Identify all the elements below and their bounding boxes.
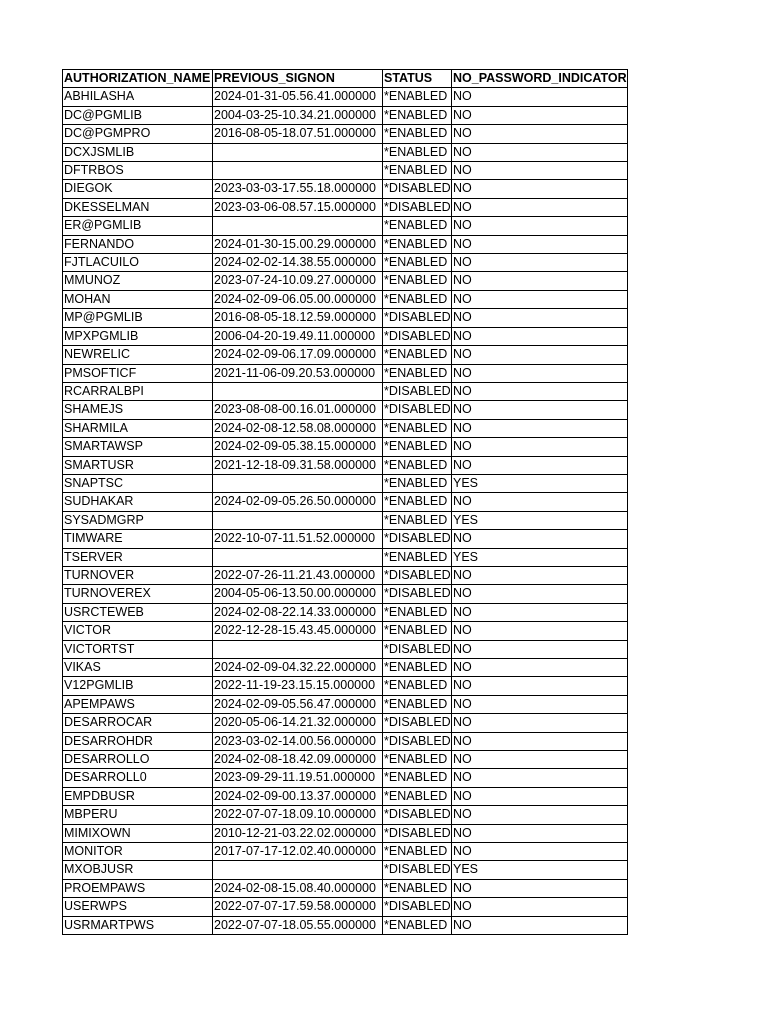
cell-previous-signon: 2022-07-07-17.59.58.000000 — [213, 898, 383, 916]
table-row — [63, 732, 628, 750]
cell-no-password-indicator: NO — [452, 88, 628, 106]
table-header-row — [63, 70, 628, 88]
table-row — [63, 382, 628, 400]
cell-status: *ENABLED — [383, 659, 452, 677]
cell-previous-signon: 2021-12-18-09.31.58.000000 — [213, 456, 383, 474]
table-row — [63, 622, 628, 640]
cell-status: *ENABLED — [383, 548, 452, 566]
cell-no-password-indicator: YES — [452, 474, 628, 492]
table-row — [63, 714, 628, 732]
cell-status: *ENABLED — [383, 843, 452, 861]
cell-previous-signon: 2024-02-08-15.08.40.000000 — [213, 879, 383, 897]
cell-status: *ENABLED — [383, 695, 452, 713]
cell-status: *ENABLED — [383, 438, 452, 456]
cell-authorization-name: MMUNOZ — [63, 272, 213, 290]
cell-previous-signon: 2024-02-08-12.58.08.000000 — [213, 419, 383, 437]
cell-status: *DISABLED — [383, 309, 452, 327]
cell-no-password-indicator: NO — [452, 327, 628, 345]
cell-authorization-name: SUDHAKAR — [63, 493, 213, 511]
cell-previous-signon: 2010-12-21-03.22.02.000000 — [213, 824, 383, 842]
cell-status: *ENABLED — [383, 106, 452, 124]
cell-no-password-indicator: NO — [452, 346, 628, 364]
cell-authorization-name: USRCTEWEB — [63, 603, 213, 621]
cell-no-password-indicator: NO — [452, 751, 628, 769]
cell-status: *ENABLED — [383, 787, 452, 805]
cell-no-password-indicator: NO — [452, 198, 628, 216]
cell-status: *ENABLED — [383, 364, 452, 382]
table-row — [63, 659, 628, 677]
cell-previous-signon — [213, 474, 383, 492]
cell-no-password-indicator: NO — [452, 603, 628, 621]
cell-no-password-indicator: NO — [452, 235, 628, 253]
cell-no-password-indicator: NO — [452, 180, 628, 198]
cell-authorization-name: SNAPTSC — [63, 474, 213, 492]
cell-status: *ENABLED — [383, 769, 452, 787]
table-row — [63, 438, 628, 456]
table-row — [63, 254, 628, 272]
cell-status: *ENABLED — [383, 751, 452, 769]
table-row — [63, 916, 628, 934]
cell-status: *ENABLED — [383, 88, 452, 106]
cell-authorization-name: MIMIXOWN — [63, 824, 213, 842]
table-row — [63, 290, 628, 308]
cell-previous-signon: 2024-02-09-05.38.15.000000 — [213, 438, 383, 456]
cell-no-password-indicator: NO — [452, 585, 628, 603]
cell-status: *ENABLED — [383, 916, 452, 934]
cell-status: *ENABLED — [383, 456, 452, 474]
cell-no-password-indicator: NO — [452, 677, 628, 695]
cell-authorization-name: MOHAN — [63, 290, 213, 308]
cell-no-password-indicator: NO — [452, 916, 628, 934]
table-row — [63, 456, 628, 474]
cell-authorization-name: PMSOFTICF — [63, 364, 213, 382]
cell-previous-signon: 2022-10-07-11.51.52.000000 — [213, 530, 383, 548]
cell-no-password-indicator: YES — [452, 511, 628, 529]
cell-status: *DISABLED — [383, 732, 452, 750]
cell-no-password-indicator: NO — [452, 162, 628, 180]
cell-no-password-indicator: NO — [452, 806, 628, 824]
cell-authorization-name: TIMWARE — [63, 530, 213, 548]
cell-authorization-name: DESARROLL0 — [63, 769, 213, 787]
cell-no-password-indicator: NO — [452, 714, 628, 732]
cell-authorization-name: FERNANDO — [63, 235, 213, 253]
cell-no-password-indicator: NO — [452, 401, 628, 419]
table-row — [63, 143, 628, 161]
cell-status: *DISABLED — [383, 327, 452, 345]
cell-authorization-name: USRMARTPWS — [63, 916, 213, 934]
table-row — [63, 106, 628, 124]
cell-authorization-name: PROEMPAWS — [63, 879, 213, 897]
table-row — [63, 530, 628, 548]
cell-previous-signon: 2023-09-29-11.19.51.000000 — [213, 769, 383, 787]
cell-authorization-name: VICTORTST — [63, 640, 213, 658]
cell-no-password-indicator: NO — [452, 493, 628, 511]
cell-authorization-name: TURNOVEREX — [63, 585, 213, 603]
cell-authorization-name: MXOBJUSR — [63, 861, 213, 879]
cell-previous-signon: 2023-03-02-14.00.56.000000 — [213, 732, 383, 750]
cell-no-password-indicator: NO — [452, 898, 628, 916]
cell-authorization-name: DIEGOK — [63, 180, 213, 198]
cell-no-password-indicator: NO — [452, 290, 628, 308]
cell-no-password-indicator: NO — [452, 787, 628, 805]
table-row — [63, 824, 628, 842]
cell-no-password-indicator: NO — [452, 456, 628, 474]
cell-status: *ENABLED — [383, 419, 452, 437]
cell-status: *ENABLED — [383, 346, 452, 364]
cell-status: *DISABLED — [383, 861, 452, 879]
cell-previous-signon: 2004-05-06-13.50.00.000000 — [213, 585, 383, 603]
cell-authorization-name: MONITOR — [63, 843, 213, 861]
cell-status: *ENABLED — [383, 235, 452, 253]
cell-status: *DISABLED — [383, 530, 452, 548]
cell-authorization-name: DESARROLLO — [63, 751, 213, 769]
cell-no-password-indicator: NO — [452, 879, 628, 897]
cell-authorization-name: EMPDBUSR — [63, 787, 213, 805]
table-row — [63, 327, 628, 345]
table-row — [63, 879, 628, 897]
cell-status: *DISABLED — [383, 714, 452, 732]
cell-previous-signon — [213, 162, 383, 180]
cell-authorization-name: DKESSELMAN — [63, 198, 213, 216]
cell-previous-signon: 2024-01-31-05.56.41.000000 — [213, 88, 383, 106]
cell-previous-signon — [213, 861, 383, 879]
cell-status: *ENABLED — [383, 143, 452, 161]
cell-previous-signon: 2024-02-09-00.13.37.000000 — [213, 787, 383, 805]
table-row — [63, 640, 628, 658]
table-row — [63, 898, 628, 916]
cell-no-password-indicator: NO — [452, 732, 628, 750]
table-row — [63, 198, 628, 216]
cell-authorization-name: DCXJSMLIB — [63, 143, 213, 161]
cell-status: *DISABLED — [383, 640, 452, 658]
cell-authorization-name: SMARTAWSP — [63, 438, 213, 456]
cell-previous-signon: 2024-01-30-15.00.29.000000 — [213, 235, 383, 253]
table-row — [63, 272, 628, 290]
cell-previous-signon: 2024-02-09-05.26.50.000000 — [213, 493, 383, 511]
cell-previous-signon: 2022-12-28-15.43.45.000000 — [213, 622, 383, 640]
table-row — [63, 566, 628, 584]
cell-status: *DISABLED — [383, 382, 452, 400]
cell-previous-signon: 2024-02-02-14.38.55.000000 — [213, 254, 383, 272]
cell-status: *ENABLED — [383, 217, 452, 235]
cell-no-password-indicator: NO — [452, 217, 628, 235]
cell-status: *ENABLED — [383, 254, 452, 272]
cell-status: *ENABLED — [383, 879, 452, 897]
cell-authorization-name: SHARMILA — [63, 419, 213, 437]
table-row — [63, 474, 628, 492]
cell-authorization-name: MBPERU — [63, 806, 213, 824]
cell-previous-signon: 2023-07-24-10.09.27.000000 — [213, 272, 383, 290]
cell-no-password-indicator: NO — [452, 769, 628, 787]
table-row — [63, 843, 628, 861]
cell-authorization-name: RCARRALBPI — [63, 382, 213, 400]
table-row — [63, 806, 628, 824]
table-row — [63, 125, 628, 143]
cell-previous-signon: 2024-02-08-22.14.33.000000 — [213, 603, 383, 621]
cell-status: *ENABLED — [383, 603, 452, 621]
table-row — [63, 511, 628, 529]
cell-authorization-name: SYSADMGRP — [63, 511, 213, 529]
cell-status: *ENABLED — [383, 677, 452, 695]
cell-previous-signon: 2023-03-06-08.57.15.000000 — [213, 198, 383, 216]
table-row — [63, 861, 628, 879]
cell-previous-signon: 2022-07-07-18.09.10.000000 — [213, 806, 383, 824]
cell-previous-signon — [213, 548, 383, 566]
cell-previous-signon — [213, 511, 383, 529]
cell-no-password-indicator: NO — [452, 272, 628, 290]
header-authorization-name: AUTHORIZATION_NAME — [63, 70, 213, 88]
cell-previous-signon — [213, 382, 383, 400]
cell-previous-signon: 2022-07-26-11.21.43.000000 — [213, 566, 383, 584]
cell-no-password-indicator: NO — [452, 254, 628, 272]
table-row — [63, 493, 628, 511]
table-row — [63, 769, 628, 787]
cell-status: *ENABLED — [383, 290, 452, 308]
cell-previous-signon — [213, 217, 383, 235]
cell-previous-signon: 2021-11-06-09.20.53.000000 — [213, 364, 383, 382]
cell-previous-signon: 2024-02-09-06.17.09.000000 — [213, 346, 383, 364]
table-row — [63, 364, 628, 382]
cell-authorization-name: V12PGMLIB — [63, 677, 213, 695]
cell-authorization-name: SMARTUSR — [63, 456, 213, 474]
cell-previous-signon: 2017-07-17-12.02.40.000000 — [213, 843, 383, 861]
cell-previous-signon: 2024-02-09-06.05.00.000000 — [213, 290, 383, 308]
table-body — [63, 88, 628, 935]
cell-authorization-name: TSERVER — [63, 548, 213, 566]
cell-authorization-name: TURNOVER — [63, 566, 213, 584]
cell-previous-signon: 2022-11-19-23.15.15.000000 — [213, 677, 383, 695]
cell-no-password-indicator: YES — [452, 861, 628, 879]
table-row — [63, 309, 628, 327]
table-row — [63, 217, 628, 235]
cell-authorization-name: APEMPAWS — [63, 695, 213, 713]
cell-authorization-name: SHAMEJS — [63, 401, 213, 419]
cell-status: *ENABLED — [383, 493, 452, 511]
table-row — [63, 235, 628, 253]
table-row — [63, 677, 628, 695]
cell-authorization-name: DFTRBOS — [63, 162, 213, 180]
table-row — [63, 88, 628, 106]
cell-previous-signon: 2022-07-07-18.05.55.000000 — [213, 916, 383, 934]
header-status: STATUS — [383, 70, 452, 88]
cell-authorization-name: ABHILASHA — [63, 88, 213, 106]
cell-previous-signon — [213, 143, 383, 161]
cell-no-password-indicator: NO — [452, 566, 628, 584]
cell-authorization-name: MP@PGMLIB — [63, 309, 213, 327]
cell-previous-signon: 2016-08-05-18.07.51.000000 — [213, 125, 383, 143]
cell-no-password-indicator: NO — [452, 659, 628, 677]
cell-status: *DISABLED — [383, 585, 452, 603]
cell-status: *ENABLED — [383, 622, 452, 640]
cell-status: *DISABLED — [383, 401, 452, 419]
cell-no-password-indicator: NO — [452, 106, 628, 124]
cell-status: *DISABLED — [383, 806, 452, 824]
cell-authorization-name: DESARROHDR — [63, 732, 213, 750]
cell-authorization-name: VIKAS — [63, 659, 213, 677]
cell-previous-signon — [213, 640, 383, 658]
table-row — [63, 585, 628, 603]
cell-no-password-indicator: NO — [452, 530, 628, 548]
cell-previous-signon: 2024-02-08-18.42.09.000000 — [213, 751, 383, 769]
cell-previous-signon: 2006-04-20-19.49.11.000000 — [213, 327, 383, 345]
cell-authorization-name: DC@PGMLIB — [63, 106, 213, 124]
table-row — [63, 419, 628, 437]
cell-authorization-name: FJTLACUILO — [63, 254, 213, 272]
cell-authorization-name: NEWRELIC — [63, 346, 213, 364]
cell-authorization-name: DESARROCAR — [63, 714, 213, 732]
table-row — [63, 346, 628, 364]
cell-status: *ENABLED — [383, 125, 452, 143]
cell-previous-signon: 2024-02-09-05.56.47.000000 — [213, 695, 383, 713]
header-previous-signon: PREVIOUS_SIGNON — [213, 70, 383, 88]
table-row — [63, 401, 628, 419]
cell-no-password-indicator: NO — [452, 843, 628, 861]
cell-previous-signon: 2004-03-25-10.34.21.000000 — [213, 106, 383, 124]
cell-no-password-indicator: NO — [452, 143, 628, 161]
cell-authorization-name: VICTOR — [63, 622, 213, 640]
table-row — [63, 751, 628, 769]
cell-previous-signon: 2023-03-03-17.55.18.000000 — [213, 180, 383, 198]
cell-no-password-indicator: NO — [452, 438, 628, 456]
cell-authorization-name: USERWPS — [63, 898, 213, 916]
table-row — [63, 180, 628, 198]
cell-status: *DISABLED — [383, 566, 452, 584]
cell-no-password-indicator: NO — [452, 382, 628, 400]
table-row — [63, 695, 628, 713]
cell-no-password-indicator: YES — [452, 548, 628, 566]
table-row — [63, 162, 628, 180]
cell-previous-signon: 2024-02-09-04.32.22.000000 — [213, 659, 383, 677]
cell-no-password-indicator: NO — [452, 309, 628, 327]
cell-authorization-name: MPXPGMLIB — [63, 327, 213, 345]
cell-no-password-indicator: NO — [452, 640, 628, 658]
cell-no-password-indicator: NO — [452, 419, 628, 437]
cell-status: *DISABLED — [383, 824, 452, 842]
table-row — [63, 787, 628, 805]
cell-previous-signon: 2023-08-08-00.16.01.000000 — [213, 401, 383, 419]
cell-status: *ENABLED — [383, 162, 452, 180]
table-row — [63, 548, 628, 566]
cell-no-password-indicator: NO — [452, 824, 628, 842]
cell-status: *DISABLED — [383, 180, 452, 198]
cell-no-password-indicator: NO — [452, 622, 628, 640]
cell-no-password-indicator: NO — [452, 364, 628, 382]
user-profile-table — [62, 69, 628, 935]
cell-status: *ENABLED — [383, 474, 452, 492]
cell-authorization-name: ER@PGMLIB — [63, 217, 213, 235]
cell-status: *ENABLED — [383, 272, 452, 290]
cell-authorization-name: DC@PGMPRO — [63, 125, 213, 143]
cell-previous-signon: 2016-08-05-18.12.59.000000 — [213, 309, 383, 327]
table-row — [63, 603, 628, 621]
cell-previous-signon: 2020-05-06-14.21.32.000000 — [213, 714, 383, 732]
cell-status: *DISABLED — [383, 898, 452, 916]
cell-status: *ENABLED — [383, 511, 452, 529]
cell-no-password-indicator: NO — [452, 695, 628, 713]
header-no-password-indicator: NO_PASSWORD_INDICATOR — [452, 70, 628, 88]
cell-status: *DISABLED — [383, 198, 452, 216]
cell-no-password-indicator: NO — [452, 125, 628, 143]
